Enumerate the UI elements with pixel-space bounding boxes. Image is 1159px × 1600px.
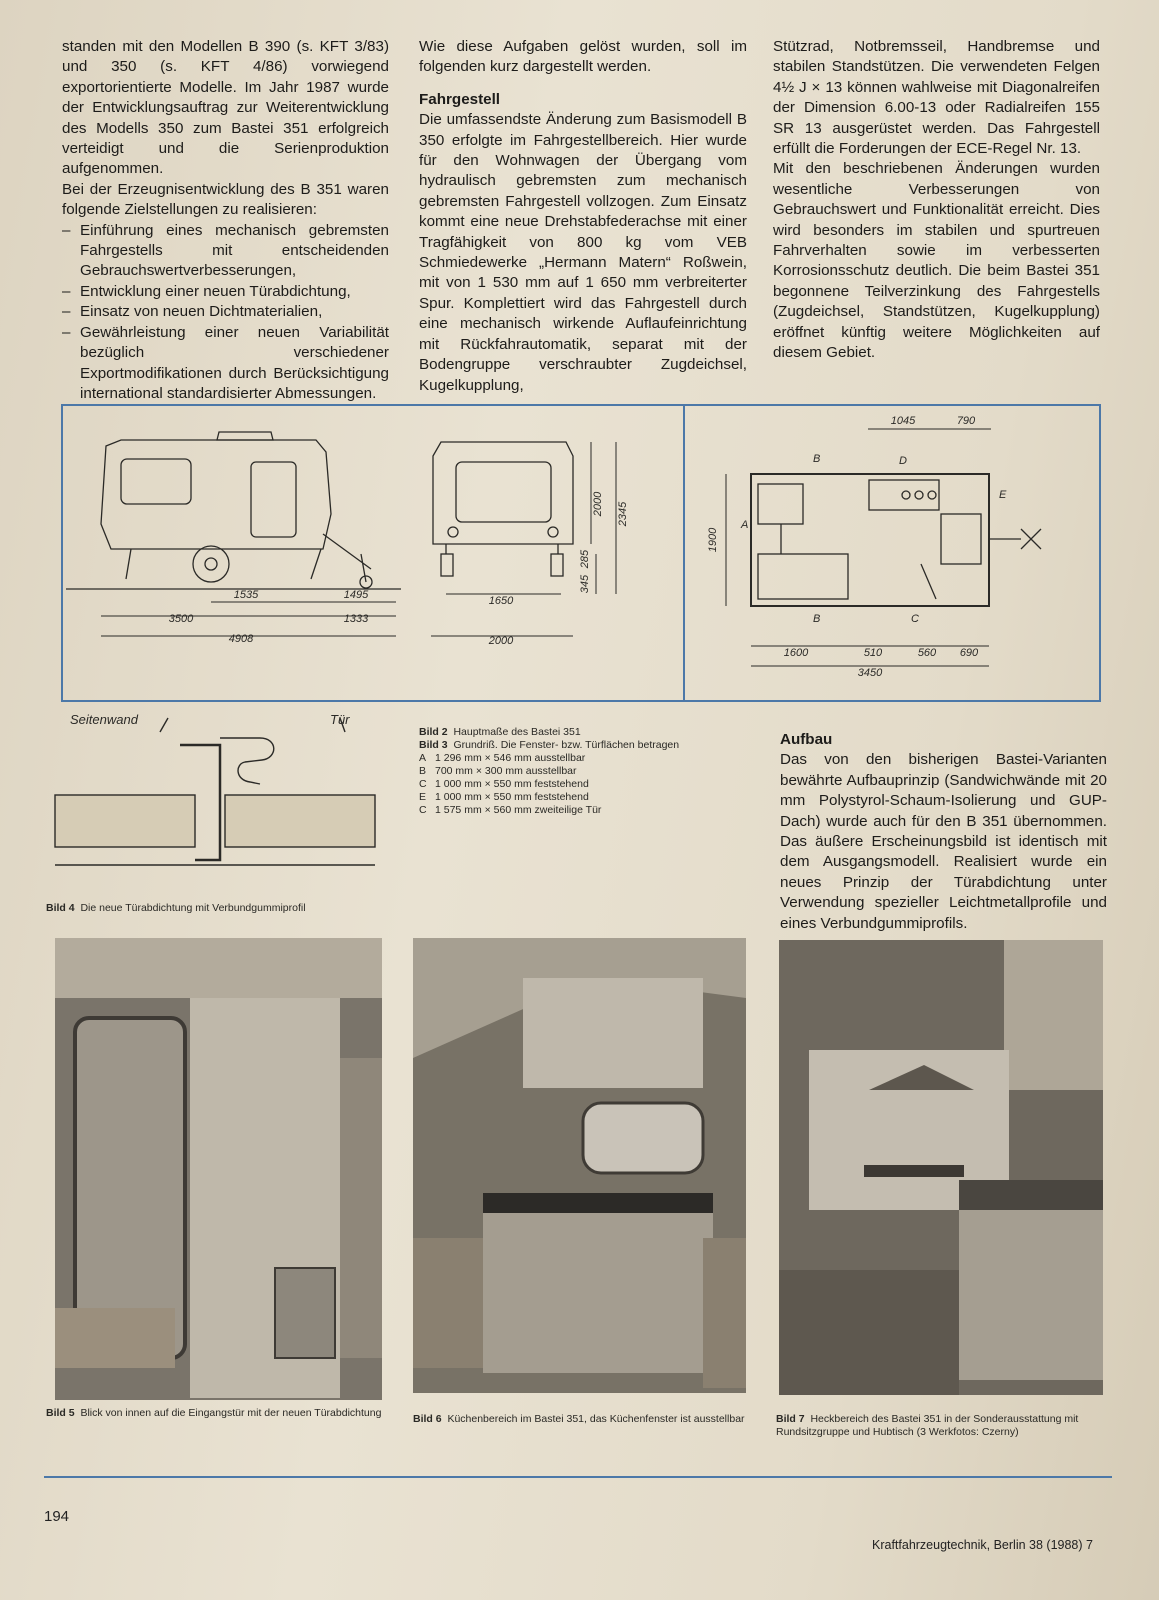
plan-letter: D — [899, 455, 907, 467]
dim-label: 3500 — [168, 613, 194, 625]
column1-goals-intro: Bei der Erzeugnisentwicklung des B 351 waren folgende Zielstellungen zu realisieren: — [62, 180, 389, 219]
column3-paragraph-1: Stützrad, Notbremsseil, Handbremse und stabilen Standstützen. Die verwendeten Felgen 4½ J × 13 können wahlweise mit Diagonalreifen der Dimension 6.00-13 oder Radialreifen 155 SR 13 ausgerüstet werden. Das Fahrgestell erfüllt die Forderungen der ECE-Regel Nr. 13. — [773, 38, 1100, 158]
caption-text: Blick von innen auf die Eingangstür mit der neuen Türabdichtung — [80, 1407, 382, 1419]
dim-label: 790 — [956, 415, 976, 427]
caption-bild7 — [776, 1413, 1106, 1439]
journal-reference: Kraftfahrzeugtechnik, Berlin 38 (1988) 7 — [872, 1538, 1093, 1552]
dim-label: 3450 — [857, 667, 883, 679]
caption-number: Bild 4 — [46, 902, 75, 914]
window-size: 1 575 mm × 560 mm zweiteilige Tür — [435, 804, 602, 816]
section-heading-aufbau: Aufbau — [780, 731, 833, 748]
list-item: – Einführung eines mechanisch gebremsten Fahrgestells mit entscheidenden Gebrauchswertverbesserungen, — [62, 221, 389, 282]
caption-number: Bild 5 — [46, 1407, 75, 1419]
text-aufbau — [780, 730, 1107, 934]
window-key: C — [419, 804, 427, 816]
text-column-3 — [773, 37, 1100, 364]
section-heading-fahrgestell: Fahrgestell — [419, 90, 501, 108]
photo-bild7 — [779, 940, 1103, 1395]
caption-text: Die neue Türabdichtung mit Verbundgummiprofil — [80, 902, 306, 914]
window-size: 700 mm × 300 mm ausstellbar — [435, 765, 577, 777]
dimension-lines — [101, 429, 991, 666]
wall-label: Seitenwand — [70, 712, 138, 727]
window-key: A — [419, 752, 427, 764]
text-column-1 — [62, 37, 389, 404]
window-key: B — [419, 765, 427, 777]
dim-label: 2000 — [488, 635, 514, 647]
caption-number: Bild 7 — [776, 1413, 805, 1425]
dim-label: 1333 — [343, 613, 369, 625]
dim-label: 690 — [959, 647, 979, 659]
plan-letter: B — [813, 613, 821, 625]
dimension-drawings — [61, 404, 1101, 702]
caption-text: Küchenbereich im Bastei 351, das Küchenfenster ist ausstellbar — [447, 1413, 745, 1425]
rear-view-drawing — [433, 442, 573, 576]
caption-text: Hauptmaße des Bastei 351 — [453, 726, 581, 738]
door-label: Tür — [330, 712, 350, 727]
caption-number: Bild 3 — [419, 739, 448, 751]
caption-text: Grundriß. Die Fenster- bzw. Türflächen betragen — [453, 739, 680, 751]
plan-view-drawing — [751, 474, 1041, 606]
plan-letter: A — [741, 519, 749, 531]
caption-text: Heckbereich des Bastei 351 in der Sonderausstattung mit Rundsitzgruppe und Hubtisch (3 Werkfotos: Czerny) — [776, 1413, 1079, 1438]
photo-bild6 — [413, 938, 746, 1393]
page-number: 194 — [44, 1508, 70, 1525]
dim-label: 1495 — [343, 589, 369, 601]
dim-label: 1535 — [233, 589, 259, 601]
plan-letter: B — [813, 453, 821, 465]
aufbau-body: Das von den bisherigen Bastei-Varianten bewährte Aufbauprinzip (Sandwichwände mit 20 mm Polystyrol-Schaum-Isolierung und GUP-Dach) wurde auch für den B 351 übernommen. Das äußere Erscheinungsbild ist identisch mit dem Ausgangsmodell. Realisiert wurde ein neues Prinzip der Türabdichtung unter Verwendung spezieller Leichtmetallprofile und eines Verbundgummiprofils. — [780, 751, 1107, 932]
plan-letter: C — [911, 613, 919, 625]
list-item: – Einsatz von neuen Dichtmaterialien, — [62, 302, 389, 322]
window-size: 1 296 mm × 546 mm ausstellbar — [435, 752, 586, 764]
plan-letter: E — [999, 489, 1007, 501]
dim-label: 510 — [863, 647, 883, 659]
side-view-drawing — [66, 432, 401, 589]
list-item: – Gewährleistung einer neuen Variabilität bezüglich verschiedener Exportmodifikationen durch Berücksichtigung international standardisierter Abmessungen. — [62, 323, 389, 405]
door-seal-drawing — [40, 710, 385, 885]
dim-label: 1045 — [890, 415, 916, 427]
caption-bild6 — [413, 1413, 753, 1426]
list-item: – Entwicklung einer neuen Türabdichtung, — [62, 282, 389, 302]
dim-label: 1650 — [488, 595, 514, 607]
caption-number: Bild 6 — [413, 1413, 442, 1425]
dim-label: 1600 — [783, 647, 809, 659]
window-key: E — [419, 791, 427, 803]
dim-label: 345 — [579, 574, 591, 594]
column2-body: Die umfassendste Änderung zum Basismodell B 350 erfolgte im Fahrgestellbereich. Hier wurde für den Wohnwagen der Übergang vom hydraulisch gebremsten zum mechanisch gebremsten Fahrgestell vollzogen. Zum Einsatz kommt eine neue Drehstabfederachse mit einer Tragfähigkeit von 800 kg vom VEB Schmiedewerke „Hermann Matern“ Roßwein, mit von 1 530 mm auf 1 650 mm verbreiterter Spur. Komplettiert wird das Fahrgestell durch eine mechanisch wirkende Auflaufeinrichtung mit Rückfahrautomatik, separat mit der Bodengruppe verschraubter Zugdeichsel, Kugelkupplung, — [419, 111, 747, 394]
dim-label: 1900 — [707, 527, 719, 553]
photo-bild5 — [55, 938, 382, 1400]
window-key: C — [419, 778, 427, 790]
window-size: 1 000 mm × 550 mm feststehend — [435, 791, 589, 803]
dim-label: 4908 — [228, 633, 254, 645]
window-size: 1 000 mm × 550 mm feststehend — [435, 778, 589, 790]
caption-bild5 — [46, 1407, 386, 1420]
caption-bild4 — [46, 902, 386, 915]
dim-label: 2000 — [592, 491, 604, 517]
column3-paragraph-2: Mit den beschriebenen Änderungen wurden wesentliche Verbesserungen von Gebrauchswert und Funktionalität erreicht. Dies wird besonders im stabilen und spurtreuen Fahrverhalten sowie im verbesserten Korrosionsschutz deutlich. Die beim Bastei 351 begonnene Teilverzinkung des Fahrgestells (Zugdeichsel, Standstützen, Kugelkupplung) eröffnet künftig weitere Möglichkeiten auf diesem Gebiet. — [773, 160, 1100, 362]
column1-intro: standen mit den Modellen B 390 (s. KFT 3/83) und 350 (s. KFT 4/86) vorwiegend exportorientierte Modelle. Im Jahr 1987 wurde der Entwicklungsauftrag zur Weiterentwicklung des Modells 350 zum Bastei 351 erfolgreich verteidigt und die Serienproduktion aufgenommen. — [62, 38, 389, 178]
column2-intro: Wie diese Aufgaben gelöst wurden, soll im folgenden kurz dargestellt werden. — [419, 38, 747, 76]
dim-label: 560 — [917, 647, 937, 659]
dim-label: 285 — [579, 549, 591, 569]
goals-list — [62, 221, 389, 405]
text-column-2 — [419, 37, 747, 396]
caption-number: Bild 2 — [419, 726, 448, 738]
caption-bild2-bild3 — [419, 726, 749, 817]
dim-label: 2345 — [617, 501, 629, 527]
footer-rule — [44, 1476, 1112, 1478]
